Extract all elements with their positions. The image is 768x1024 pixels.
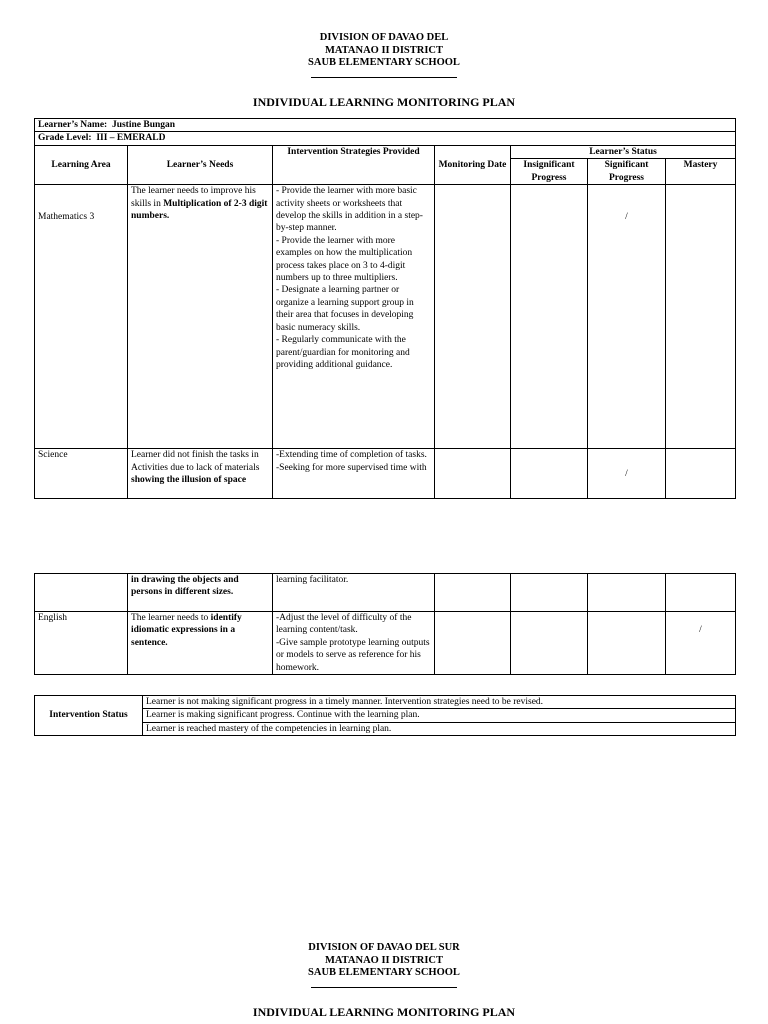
name-label: Learner’s Name: — [38, 120, 108, 130]
mastery-science — [666, 449, 736, 499]
district-name: MATANAO II DISTRICT — [324, 44, 444, 56]
insignificant-math — [511, 185, 588, 449]
date-math — [435, 185, 511, 449]
strategies-english: -Adjust the level of difficulty of the learning content/task. -Give sample prototype learning outputs or models to serve as reference for his homework. — [273, 612, 435, 675]
school-name: SAUB ELEMENTARY SCHOOL — [308, 57, 460, 68]
insignificant-science — [511, 449, 588, 499]
strategies-math: - Provide the learner with more basic activity sheets or worksheets that develop the skills in addition in a step- by-step manner. - Provide the learner with more examples on how the multiplication process takes place on 3 to 4-digit numbers up to three multipliers. - Designate a learning partner or organize a learning support group in their area that focuses in developing basic numeracy skills. - Regularly communicate with the parent/guardian for monitoring and providing additional guidance. — [273, 185, 435, 449]
mastery-math — [666, 185, 736, 449]
grade-level-row — [35, 132, 736, 145]
area-math: Mathematics 3 — [35, 185, 128, 449]
grade-level: III – EMERALD — [96, 133, 166, 144]
learner-name-row — [35, 119, 736, 132]
status-item: Learner is making significant progress. Continue with the learning plan. — [143, 709, 736, 722]
header-rule — [311, 75, 457, 78]
col-mastery: Mastery — [666, 159, 736, 185]
school-name: SAUB ELEMENTARY SCHOOL — [308, 967, 460, 978]
division-name: DIVISION OF DAVAO DEL SUR — [308, 942, 460, 953]
col-learner-status: Learner’s Status — [511, 145, 736, 158]
col-strategies: Intervention Strategies Provided — [273, 145, 435, 184]
table-row-english — [35, 612, 736, 675]
intervention-status-table — [34, 695, 736, 736]
col-insignificant: Insignificant Progress — [511, 159, 588, 185]
col-learning-area: Learning Area — [35, 145, 128, 184]
significant-english — [588, 612, 666, 675]
table-row-math — [35, 185, 736, 449]
needs-english: The learner needs to identify idiomatic expressions in a sentence. — [128, 612, 273, 675]
monitoring-table — [34, 118, 736, 499]
area-english: English — [35, 612, 128, 675]
table-row-science — [35, 449, 736, 499]
document-title: INDIVIDUAL LEARNING MONITORING PLAN — [252, 95, 516, 109]
status-item: Learner is not making significant progress in a timely manner. Intervention strategies need to be revised. — [143, 696, 736, 709]
header-rule — [311, 985, 457, 988]
date-english — [435, 612, 511, 675]
column-header-row — [35, 145, 736, 158]
school-header-2 — [0, 942, 768, 992]
document-title-2: INDIVIDUAL LEARNING MONITORING PLAN — [252, 1005, 516, 1019]
strategies-science-cont: learning facilitator. — [273, 574, 435, 612]
col-significant: Significant Progress — [588, 159, 666, 185]
significant-mark-science: / — [588, 449, 666, 499]
school-header — [0, 32, 768, 82]
district-name: MATANAO II DISTRICT — [324, 954, 444, 966]
strategies-science: -Extending time of completion of tasks. -Seeking for more supervised time with — [273, 449, 435, 499]
needs-science-cont: in drawing the objects and persons in different sizes. — [128, 574, 273, 612]
table-row-science-continued — [35, 574, 736, 612]
intervention-status-label: Intervention Status — [35, 696, 143, 736]
date-science — [435, 449, 511, 499]
division-name: DIVISION OF DAVAO DEL — [319, 32, 449, 43]
insignificant-english — [511, 612, 588, 675]
area-science: Science — [35, 449, 128, 499]
grade-label: Grade Level: — [38, 133, 92, 144]
learner-name: Justine Bungan — [111, 120, 176, 130]
needs-math: The learner needs to improve his skills in Multiplication of 2-3 digit numbers. — [128, 185, 273, 449]
significant-mark-math: / — [588, 185, 666, 449]
col-monitoring-date: Monitoring Date — [435, 145, 511, 184]
monitoring-table-continued — [34, 573, 736, 675]
status-item: Learner is reached mastery of the competencies in learning plan. — [143, 722, 736, 735]
col-learner-needs: Learner’s Needs — [128, 145, 273, 184]
mastery-mark-english: / — [666, 612, 736, 675]
needs-science: Learner did not finish the tasks in Activities due to lack of materials showing the illusion of space — [128, 449, 273, 499]
